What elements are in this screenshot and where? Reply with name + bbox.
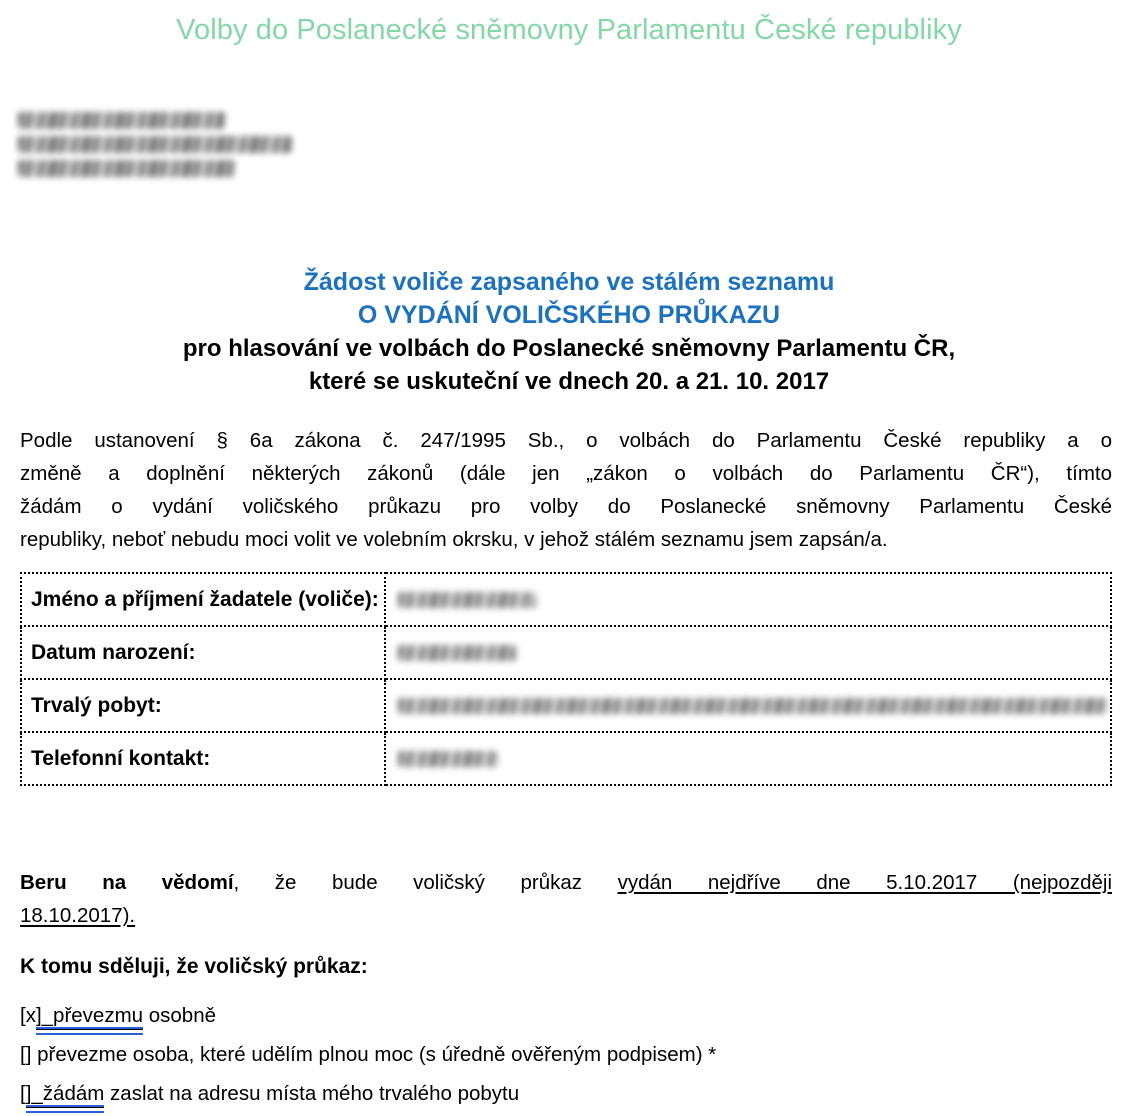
option-row-proxy-collect[interactable]	[20, 1035, 1112, 1074]
option-row-mail-to-residence[interactable]	[20, 1074, 1112, 1113]
acknowledgement-line-2	[20, 899, 1112, 932]
redacted-value	[398, 592, 536, 608]
acknowledgement-underlined-part-2: 18.10.2017).	[20, 904, 136, 927]
acknowledgement-middle-text: , že bude voličský průkaz	[233, 871, 618, 894]
declaration-heading: K tomu sděluji, že voličský průkaz:	[20, 955, 368, 978]
acknowledgement-bold-prefix: Beru na vědomí	[20, 871, 234, 894]
redacted-value	[398, 751, 498, 767]
checkbox-unchecked[interactable]: [	[20, 1082, 26, 1105]
redacted-line	[18, 112, 225, 129]
table-row	[21, 573, 1111, 626]
body-line: republiky, neboť nebudu moci volit ve volebním okrsku, v jehož stálém seznamu jsem zapsán/a.	[20, 528, 888, 551]
field-label-name: Jméno a příjmení žadatele (voliče):	[21, 573, 385, 626]
option-text-proxy-collect: převezme osoba, které udělím plnou moc (s úředně ověřeným podpisem) *	[31, 1043, 717, 1066]
checkbox-unchecked[interactable]: []	[20, 1043, 32, 1066]
option-row-collect-in-person[interactable]	[20, 996, 1112, 1035]
redacted-sender-address	[18, 112, 358, 184]
table-row	[21, 679, 1111, 732]
field-value-name[interactable]	[385, 573, 1111, 626]
acknowledgement-underlined-part-1: vydán nejdříve dne 5.10.2017 (nejpozději	[617, 871, 1112, 894]
field-label-residence: Trvalý pobyt:	[21, 679, 385, 732]
form-title-line-1: Žádost voliče zapsaného ve stálém seznamu	[303, 268, 835, 296]
field-label-dob: Datum narození:	[21, 626, 385, 679]
form-title-block	[0, 266, 1138, 398]
table-row	[21, 626, 1111, 679]
body-line: změně a doplnění některých zákonů (dále jen „zákon o volbách do Parlamentu ČR“), tímto	[20, 462, 1112, 485]
body-line: Podle ustanovení § 6a zákona č. 247/1995 Sb., o volbách do Parlamentu České republiky a o	[20, 429, 1112, 452]
body-line: žádám o vydání voličského průkazu pro volby do Poslanecké sněmovny Parlamentu České	[20, 495, 1112, 518]
field-value-dob[interactable]	[385, 626, 1111, 679]
applicant-details-table	[20, 572, 1112, 786]
form-title-line-3: pro hlasování ve volbách do Poslanecké sněmovny Parlamentu ČR,	[182, 335, 956, 362]
page-title: Volby do Poslanecké sněmovny Parlamentu České republiky	[176, 14, 962, 46]
delivery-options-list	[20, 996, 1112, 1113]
table-row	[21, 732, 1111, 785]
option-link-collect-in-person[interactable]: ]_převezmu	[36, 1004, 143, 1030]
acknowledgement-line-1	[20, 866, 1112, 899]
acknowledgement-paragraph	[20, 866, 1112, 932]
option-text-collect-in-person: osobně	[143, 1004, 217, 1027]
redacted-value	[398, 698, 1108, 714]
option-link-mail-to-residence[interactable]: ]_žádám	[26, 1082, 105, 1108]
field-value-phone[interactable]	[385, 732, 1111, 785]
form-title-line-2: O VYDÁNÍ VOLIČSKÉHO PRŮKAZU	[357, 301, 781, 329]
checkbox-checked[interactable]: [x	[20, 1004, 36, 1027]
redacted-line	[18, 136, 292, 153]
field-value-residence[interactable]	[385, 679, 1111, 732]
option-text-mail-to-residence: zaslat na adresu místa mého trvalého pobytu	[104, 1082, 520, 1105]
field-label-phone: Telefonní kontakt:	[21, 732, 385, 785]
redacted-value	[398, 645, 516, 661]
form-title-line-4: které se uskuteční ve dnech 20. a 21. 10. 2017	[308, 368, 830, 395]
legal-body-paragraph	[20, 424, 1112, 556]
redacted-line	[18, 160, 235, 177]
